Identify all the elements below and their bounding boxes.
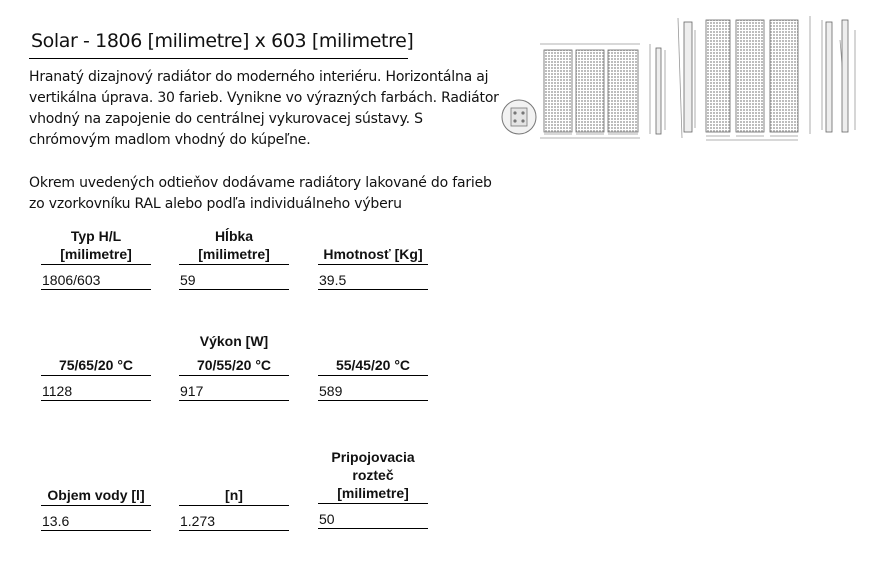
spec-depth-value: 59 <box>179 270 289 290</box>
spec-n-value: 1.273 <box>179 511 289 531</box>
tall-radiator-views <box>678 16 855 140</box>
spec-power-70-value: 917 <box>179 381 289 401</box>
connector-detail-icon <box>502 100 536 134</box>
spec-water-value: 13.6 <box>41 511 151 531</box>
spec-power-55-header: 55/45/20 °C <box>318 356 428 376</box>
spec-power-70 <box>179 356 289 401</box>
spec-water-header: Objem vody [l] <box>41 486 151 506</box>
color-note: Okrem uvedených odtieňov dodávame radiátory lakované do farieb zo vzorkovníku RAL alebo podľa individuálneho výberu <box>29 175 492 212</box>
spec-weight-value: 39.5 <box>318 270 428 290</box>
spec-power-75 <box>41 356 151 401</box>
title-underline <box>29 58 408 59</box>
spec-power-75-header: 75/65/20 °C <box>41 356 151 376</box>
spec-power-75-value: 1128 <box>41 381 151 401</box>
spec-power-55-value: 589 <box>318 381 428 401</box>
spec-connection <box>318 448 428 529</box>
radiator-technical-drawing <box>500 10 885 150</box>
spec-water <box>41 486 151 531</box>
page-title: Solar - 1806 [milimetre] x 603 [milimetre] <box>31 30 414 52</box>
spec-n-header: [n] <box>179 486 289 506</box>
spec-n <box>179 486 289 531</box>
spec-type-value: 1806/603 <box>41 270 151 290</box>
spec-depth-header: Hĺbka [milimetre] <box>179 227 289 265</box>
spec-weight-header: Hmotnosť [Kg] <box>318 245 428 265</box>
spec-type <box>41 227 151 290</box>
power-group-label: Výkon [W] <box>199 333 269 349</box>
spec-connection-header: Pripojovacia rozteč [milimetre] <box>318 448 428 504</box>
spec-weight <box>318 245 428 290</box>
spec-power-70-header: 70/55/20 °C <box>179 356 289 376</box>
spec-type-header: Typ H/L [milimetre] <box>41 227 151 265</box>
product-description: Hranatý dizajnový radiátor do moderného interiéru. Horizontálna aj vertikálna úprava. 30 farieb. Vynikne vo výrazných farbách. Radiátor vhodný na zapojenie do centrálnej vykurovacej sústavy. S chrómovým madlom vhodný do kúpeľne. <box>29 69 499 148</box>
spec-connection-value: 50 <box>318 509 428 529</box>
spec-depth <box>179 227 289 290</box>
spec-power-55 <box>318 356 428 401</box>
small-radiator-views <box>540 44 665 138</box>
